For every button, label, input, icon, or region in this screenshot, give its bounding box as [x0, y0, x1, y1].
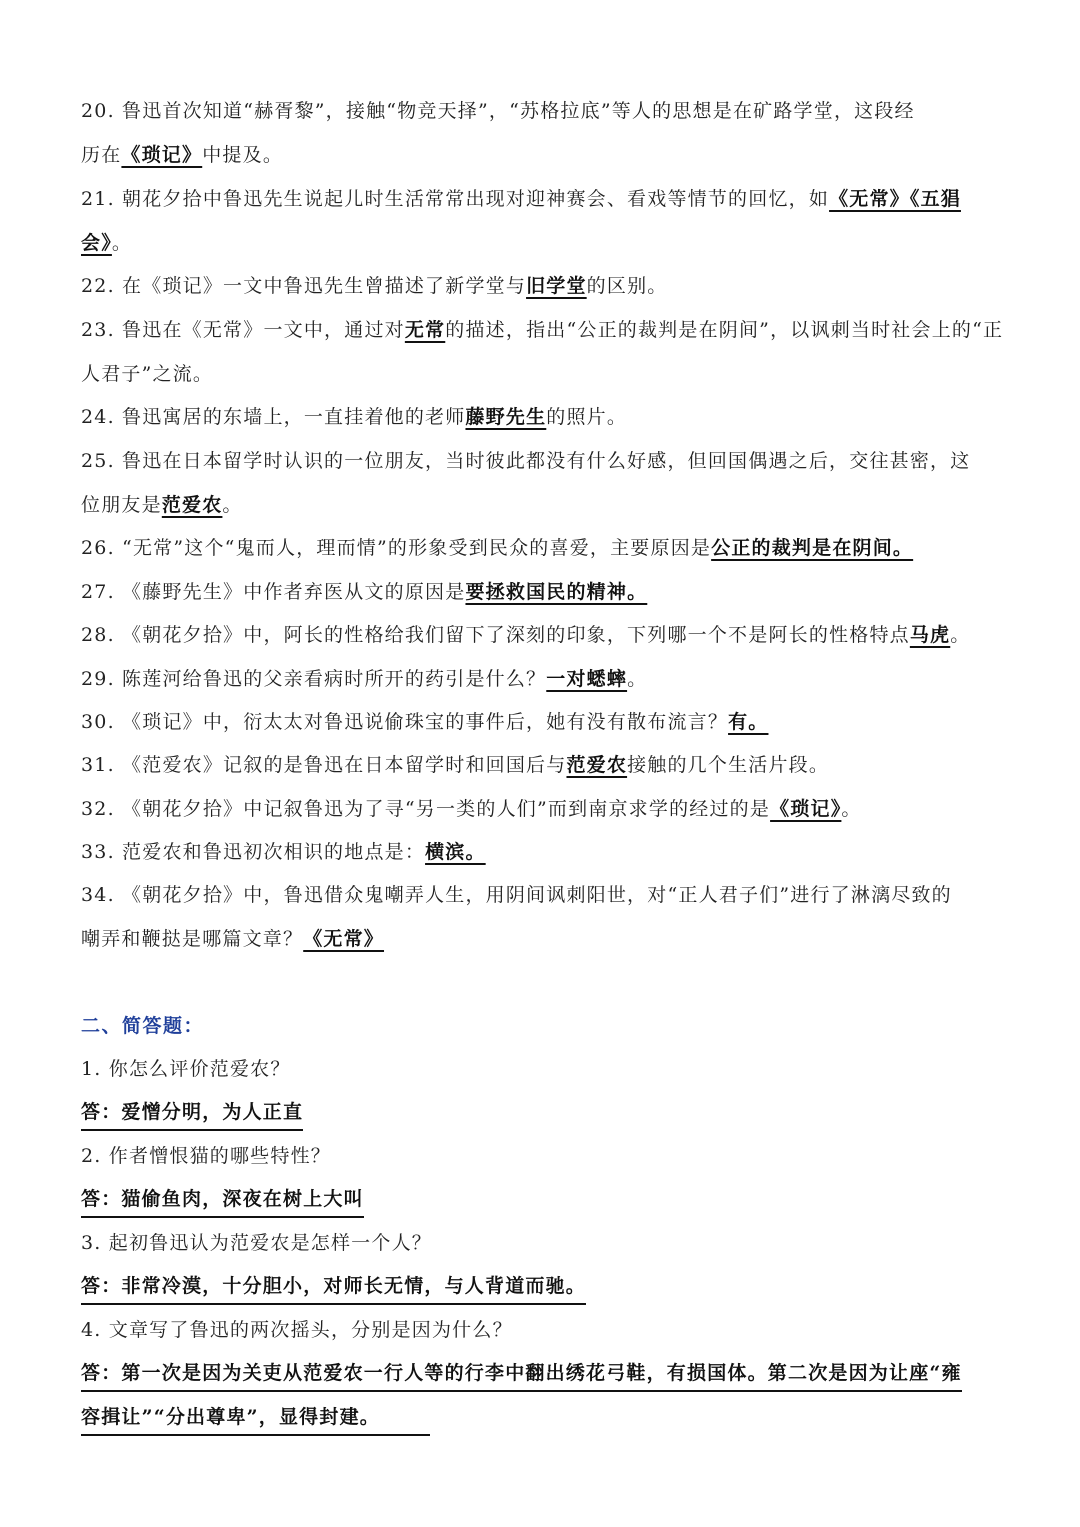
text: 接触的几个生活片段。	[627, 754, 830, 776]
answer: 公正的裁判是在阴间。	[711, 537, 914, 559]
question-25-line-2	[81, 490, 1001, 520]
question-24	[81, 402, 1001, 432]
text: 。	[111, 232, 133, 254]
short-answer-4-answer-line-1: 答：第一次是因为关吏从范爱农一行人等的行李中翻出绣花弓鞋，有损国体。第二次是因为让座“雍	[81, 1358, 962, 1392]
section-heading-short-answer: 二、简答题：	[81, 1015, 205, 1037]
question-32	[81, 794, 1001, 824]
text: 32. 《朝花夕拾》中记叙鲁迅为了寻“另一类的人们”而到南京求学的经过的是	[81, 798, 771, 820]
answer: 马虎	[909, 624, 951, 646]
text: 21. 朝花夕拾中鲁迅先生说起儿时生活常常出现对迎神赛会、看戏等情节的回忆，如	[81, 188, 830, 210]
text: 23. 鲁迅在《无常》一文中，通过对	[81, 319, 405, 341]
question-31	[81, 750, 1001, 780]
answer: 《琐记》	[121, 144, 203, 166]
text: 。	[222, 494, 243, 516]
answer: 一对蟋蟀	[546, 668, 628, 690]
question-29	[81, 664, 1001, 694]
short-answer-2-answer: 答：猫偷鱼肉，深夜在树上大叫	[81, 1184, 364, 1218]
answer: 有。	[728, 711, 769, 733]
question-28	[81, 620, 1001, 650]
answer: 《无常》《五猖	[829, 188, 961, 210]
question-30	[81, 707, 1001, 737]
question-21-line-1	[81, 184, 1001, 214]
answer: 范爱农	[161, 494, 223, 516]
text: 24. 鲁迅寓居的东墙上，一直挂着他的老师	[81, 406, 466, 428]
text: 中提及。	[202, 144, 284, 166]
text: 的描述，指出“公正的裁判是在阴间”，以讽刺当时社会上的“正	[445, 319, 1004, 341]
text: 27. 《藤野先生》中作者弃医从文的原因是	[81, 581, 466, 603]
short-answer-4-question: 4. 文章写了鲁迅的两次摇头，分别是因为什么？	[81, 1319, 513, 1341]
answer: 要拯救国民的精神。	[465, 581, 648, 603]
text: 26. “无常”这个“鬼而人，理而情”的形象受到民众的喜爱，主要原因是	[81, 537, 712, 559]
text: 31. 《范爱农》记叙的是鲁迅在日本留学时和回国后与	[81, 754, 567, 776]
text: 28. 《朝花夕拾》中，阿长的性格给我们留下了深刻的印象，下列哪一个不是阿长的性格特点	[81, 624, 910, 646]
text: 嘲弄和鞭挞是哪篇文章？	[81, 928, 304, 950]
answer: 旧学堂	[526, 275, 587, 297]
text: 。	[950, 624, 971, 646]
question-23-line-1	[81, 315, 1004, 345]
answer: 《无常》	[303, 928, 385, 950]
text: 的照片。	[546, 406, 628, 428]
short-answer-1-question: 1. 你怎么评价范爱农？	[81, 1058, 291, 1080]
answer: 会》	[81, 232, 112, 254]
text: 位朋友是	[81, 494, 162, 516]
text: 。	[841, 798, 862, 820]
text: 30. 《琐记》中，衍太太对鲁迅说偷珠宝的事件后，她有没有散布流言？	[81, 711, 729, 733]
question-25-line-1: 25. 鲁迅在日本留学时认识的一位朋友，当时彼此都没有什么好感，但回国偶遇之后，交往甚密，这	[81, 450, 971, 472]
question-27	[81, 577, 1001, 607]
short-answer-4-answer-line-2: 容揖让”“分出尊卑”，显得封建。	[81, 1402, 430, 1436]
question-33	[81, 837, 1001, 867]
question-34-line-2	[81, 924, 1001, 954]
text: 29. 陈莲河给鲁迅的父亲看病时所开的药引是什么？	[81, 668, 547, 690]
text: 。	[627, 668, 648, 690]
question-26	[81, 533, 1001, 563]
text: 历在	[81, 144, 122, 166]
answer: 藤野先生	[465, 406, 547, 428]
text: 的区别。	[586, 275, 668, 297]
question-21-line-2	[81, 228, 1001, 258]
answer: 范爱农	[566, 754, 628, 776]
question-34-line-1: 34. 《朝花夕拾》中，鲁迅借众鬼嘲弄人生，用阴间讽刺阳世，对“正人君子们”进行了淋漓尽致的	[81, 884, 952, 906]
question-23-line-2: 人君子”之流。	[81, 363, 214, 385]
answer: 《琐记》	[770, 798, 842, 820]
answer: 横滨。	[425, 841, 486, 863]
question-22	[81, 271, 1001, 301]
text: 22. 在《琐记》一文中鲁迅先生曾描述了新学堂与	[81, 275, 527, 297]
answer: 无常	[404, 319, 446, 341]
short-answer-3-question: 3. 起初鲁迅认为范爱农是怎样一个人？	[81, 1232, 432, 1254]
question-20-line-2	[81, 140, 1001, 170]
text: 33. 范爱农和鲁迅初次相识的地点是：	[81, 841, 426, 863]
short-answer-1-answer: 答：爱憎分明，为人正直	[81, 1097, 303, 1131]
short-answer-2-question: 2. 作者憎恨猫的哪些特性？	[81, 1145, 331, 1167]
question-20-line-1: 20. 鲁迅首次知道“赫胥黎”，接触“物竞天择”，“苏格拉底”等人的思想是在矿路学堂，这段经	[81, 100, 915, 122]
short-answer-3-answer: 答：非常冷漠，十分胆小，对师长无情，与人背道而驰。	[81, 1271, 586, 1305]
